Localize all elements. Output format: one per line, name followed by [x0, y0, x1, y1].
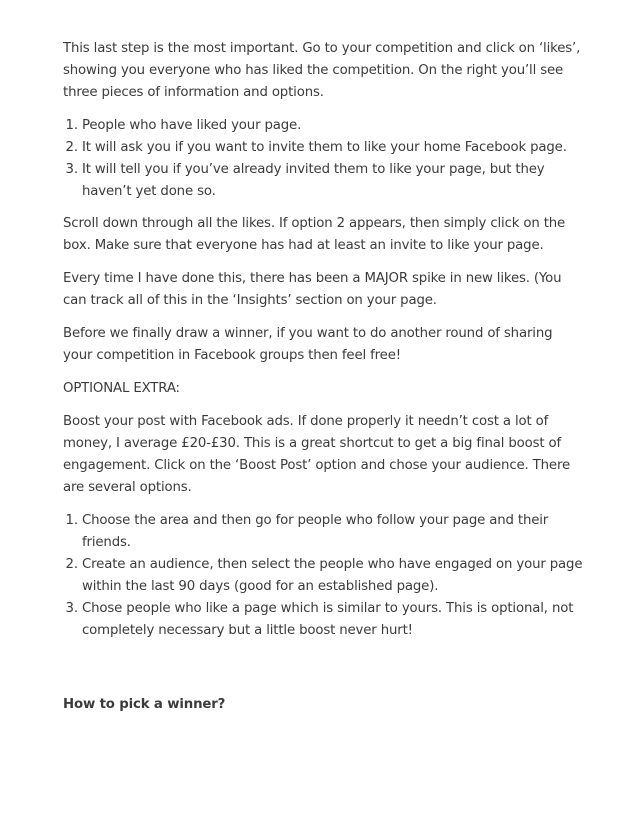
list-item: 2. Create an audience, then select the people who have engaged on your page within the last 90 days (good for an established page).: [82, 554, 583, 598]
list-item: 3. Chose people who like a page which is similar to yours. This is optional, not completely necessary but a little boost never hurt!: [82, 598, 583, 642]
spacer: [63, 652, 583, 694]
spike-paragraph: Every time I have done this, there has been a MAJOR spike in new likes. (You can track all of this in the ‘Insights’ section on your page.: [63, 271, 562, 308]
before-paragraph: Before we finally draw a winner, if you want to do another round of sharing your competition in Facebook groups then feel free!: [63, 326, 553, 363]
optional-extra-heading: OPTIONAL EXTRA:: [63, 381, 180, 396]
audience-options-list: [63, 510, 583, 642]
document-page: [63, 38, 583, 716]
boost-paragraph: Boost your post with Facebook ads. If done properly it needn’t cost a lot of money, I average £20-£30. This is a great shortcut to get a big final boost of engagement. Click on the ‘Boost Post’ option and chose your audience. There are several options.: [63, 414, 571, 495]
list-item: 2. It will ask you if you want to invite them to like your home Facebook page.: [82, 137, 583, 159]
winner-heading: How to pick a winner?: [63, 697, 226, 712]
list-item: 3. It will tell you if you’ve already invited them to like your page, but they haven’t yet done so.: [82, 159, 583, 203]
list-item: 1. Choose the area and then go for people who follow your page and their friends.: [82, 510, 583, 554]
info-options-list: [63, 115, 583, 203]
list-item: 1. People who have liked your page.: [82, 115, 583, 137]
scroll-paragraph: Scroll down through all the likes. If option 2 appears, then simply click on the box. Make sure that everyone has had at least an invite to like your page.: [63, 216, 566, 253]
intro-paragraph: This last step is the most important. Go to your competition and click on ‘likes’, showing you everyone who has liked the competition. On the right you’ll see three pieces of information and options.: [63, 41, 581, 100]
